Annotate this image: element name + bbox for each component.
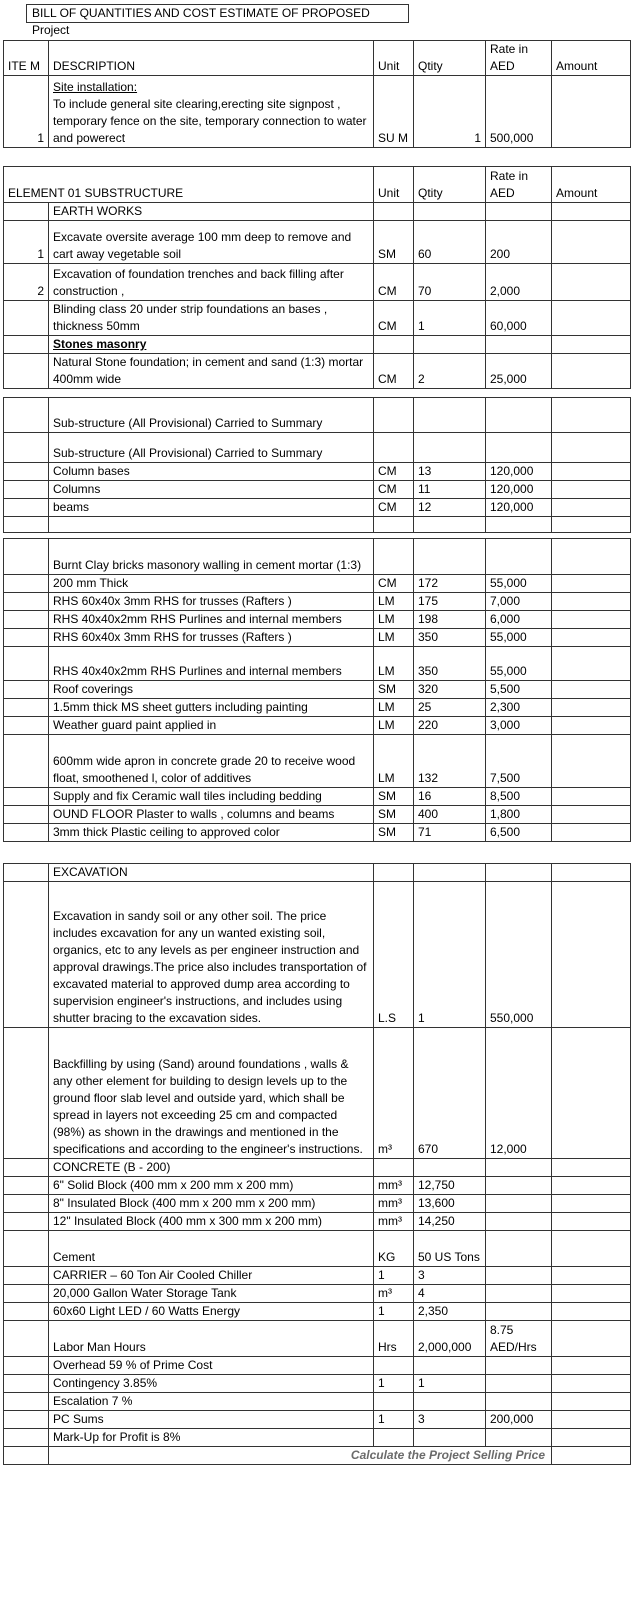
header-description: DESCRIPTION <box>49 41 374 76</box>
table-row: Escalation 7 % <box>4 1393 631 1411</box>
table-row: 3mm thick Plastic ceiling to approved color SM 71 6,500 <box>4 824 631 842</box>
document-title: BILL OF QUANTITIES AND COST ESTIMATE OF PROPOSED Project <box>26 4 409 23</box>
section-row <box>4 864 631 882</box>
table-row: Natural Stone foundation; in cement and sand (1:3) mortar 400mm wide CM 2 25,000 <box>4 354 631 389</box>
table-row: 20,000 Gallon Water Storage Tank m³ 4 <box>4 1285 631 1303</box>
table-row: Labor Man Hours Hrs 2,000,000 8.75 AED/Hrs <box>4 1321 631 1357</box>
carried-row: Sub-structure (All Provisional) Carried to Summary <box>4 398 631 433</box>
table-row: 8" Insulated Block (400 mm x 200 mm x 200 mm) mm³ 13,600 <box>4 1195 631 1213</box>
header-rate: Rate in AED <box>486 167 552 203</box>
header-item: ITE M <box>4 41 49 76</box>
header-unit: Unit <box>374 167 414 203</box>
table-row: Blinding class 20 under strip foundations an bases , thickness 50mm CM 1 60,000 <box>4 301 631 336</box>
table-row: Overhead 59 % of Prime Cost <box>4 1357 631 1375</box>
site-rate: 500,000 <box>486 76 552 148</box>
calculate-selling-price: Calculate the Project Selling Price <box>350 1448 545 1462</box>
section-row <box>4 336 631 354</box>
table-row: 2 Excavation of foundation trenches and back filling after construction , CM 70 2,000 <box>4 264 631 301</box>
table-row: RHS 40x40x2mm RHS Purlines and internal members LM 350 55,000 <box>4 647 631 681</box>
table-row: CARRIER – 60 Ton Air Cooled Chiller 1 3 <box>4 1267 631 1285</box>
footer-row <box>4 1447 631 1465</box>
table-row: Cement KG 50 US Tons <box>4 1231 631 1267</box>
table-row: RHS 40x40x2mm RHS Purlines and internal members LM 198 6,000 <box>4 611 631 629</box>
burnt-heading: Burnt Clay bricks masonory walling in cement mortar (1:3) <box>49 539 374 575</box>
table-row: 6" Solid Block (400 mm x 200 mm x 200 mm) mm³ 12,750 <box>4 1177 631 1195</box>
footer-cell <box>49 1447 552 1465</box>
section-row <box>4 203 631 221</box>
concrete-table <box>3 397 631 533</box>
site-description <box>49 76 374 148</box>
header-amount: Amount <box>552 167 631 203</box>
table-row: 60x60 Light LED / 60 Watts Energy 1 2,350 <box>4 1303 631 1321</box>
table-row: Contingency 3.85% 1 1 <box>4 1375 631 1393</box>
section-row <box>4 539 631 575</box>
header-qty: Qtity <box>414 41 486 76</box>
section-row <box>4 1159 631 1177</box>
header-qty: Qtity <box>414 167 486 203</box>
table-row: 1 Excavate oversite average 100 mm deep to remove and cart away vegetable soil SM 60 200 <box>4 221 631 264</box>
header-amount: Amount <box>552 41 631 76</box>
site-installation-table <box>3 40 631 148</box>
earthworks-heading: EARTH WORKS <box>49 203 374 221</box>
table-row: 600mm wide apron in concrete grade 20 to receive wood float, smoothened l, color of additives LM 132 7,500 <box>4 735 631 788</box>
table-row: Mark-Up for Profit is 8% <box>4 1429 631 1447</box>
walling-table <box>3 538 631 842</box>
substructure-table <box>3 166 631 389</box>
item-number: 1 <box>4 76 49 148</box>
table-row: Roof coverings SM 320 5,500 <box>4 681 631 699</box>
site-installation-row <box>4 76 631 148</box>
element-title: ELEMENT 01 SUBSTRUCTURE <box>4 167 374 203</box>
site-heading: Site installation: <box>53 80 138 94</box>
site-qty: 1 <box>414 76 486 148</box>
table-row: Excavation in sandy soil or any other soil. The price includes excavation for any un wanted existing soil, organics, etc to any levels as per engineer instruction and approval drawings.The price also includes transportation of excavated material to approved dump area according to supervision engineer's instructions, and includes using shutter bracing to the excavation sides. L.S 1 550,000 <box>4 882 631 1028</box>
spacer-row <box>4 517 631 533</box>
table-row: beams CM 12 120,000 <box>4 499 631 517</box>
table-row: Weather guard paint applied in LM 220 3,000 <box>4 717 631 735</box>
header-rate: Rate in AED <box>486 41 552 76</box>
stones-heading: Stones masonry <box>49 336 374 354</box>
header-row <box>4 41 631 76</box>
table-row: Backfilling by using (Sand) around foundations , walls & any other element for building to design levels up to the ground floor slab level and outside yard, which shall be spread in layers not exceeding 25 cm and compacted (98%) as shown in the drawings and mentioned in the specifications and according to the engineer's instructions. m³ 670 12,000 <box>4 1028 631 1159</box>
carried-row: Sub-structure (All Provisional) Carried to Summary <box>4 433 631 463</box>
table-row: PC Sums 1 3 200,000 <box>4 1411 631 1429</box>
table-row: Column bases CM 13 120,000 <box>4 463 631 481</box>
table-row: 1.5mm thick MS sheet gutters including painting LM 25 2,300 <box>4 699 631 717</box>
table-row: RHS 60x40x 3mm RHS for trusses (Rafters ) LM 350 55,000 <box>4 629 631 647</box>
site-unit: SU M <box>374 76 414 148</box>
excavation-table <box>3 863 631 1465</box>
table-row: Supply and fix Ceramic wall tiles including bedding SM 16 8,500 <box>4 788 631 806</box>
table-row: RHS 60x40x 3mm RHS for trusses (Rafters ) LM 175 7,000 <box>4 593 631 611</box>
excavation-heading: EXCAVATION <box>49 864 374 882</box>
element-header-row <box>4 167 631 203</box>
table-row: Columns CM 11 120,000 <box>4 481 631 499</box>
site-text: To include general site clearing,erecting site signpost , temporary fence on the site, temporary connection to water and powerect <box>53 97 367 145</box>
concrete-heading: CONCRETE (B - 200) <box>49 1159 374 1177</box>
table-row: 200 mm Thick CM 172 55,000 <box>4 575 631 593</box>
header-unit: Unit <box>374 41 414 76</box>
site-amount <box>552 76 631 148</box>
table-row: OUND FLOOR Plaster to walls , columns and beams SM 400 1,800 <box>4 806 631 824</box>
table-row: 12" Insulated Block (400 mm x 300 mm x 200 mm) mm³ 14,250 <box>4 1213 631 1231</box>
